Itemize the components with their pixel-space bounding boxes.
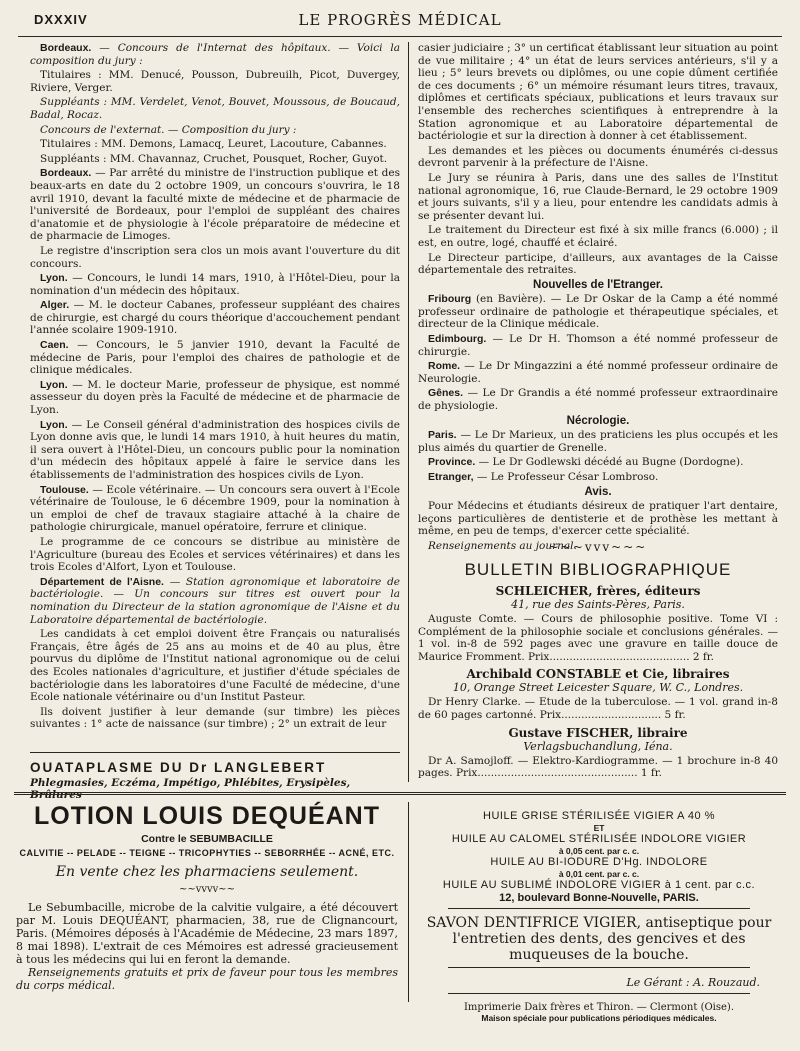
bulletin-bibliographique xyxy=(418,540,778,782)
ouata-rule xyxy=(30,752,400,753)
publisher-address: 10, Orange Street Leicester Square, W. C., Londres. xyxy=(452,681,744,695)
aisne-participe: Le Directeur participe, d'ailleurs, aux avantages de la Caisse départementale des retraites. xyxy=(418,251,778,277)
vigier-address: 12, boulevard Bonne-Nouvelle, PARIS. xyxy=(499,892,699,904)
header-rule xyxy=(18,36,782,37)
heading-necrologie: Nécrologie. xyxy=(566,414,630,427)
aisne-jury: Le Jury se réunira à Paris, dans une des salles de l'Institut national agronomique, 16, rue Claude-Bernard, le 29 octobre 1909 et jours suivants, s'il y a lieu, pour entendre les candidats admis à se présenter devant lui. xyxy=(418,171,778,222)
lotion-contre: Contre le SEBUMBACILLE xyxy=(141,833,273,845)
book-entry: Dr Henry Clarke. — Etude de la tuberculose. — 1 vol. grand in-8 de 60 pages cartonné. Prix.............................. 5 fr. xyxy=(418,696,778,721)
left-column xyxy=(30,42,400,733)
avis-text: Pour Médecins et étudiants désireux de pratiquer l'art dentaire, leçons particulières de dentisterie et de prothèse les mettant à même, en peu de temps, d'exercer cette spécialité. xyxy=(418,500,778,538)
news-bordeaux-internat: Bordeaux. — Concours de l'Internat des hôpitaux. — Voici la composition du jury : xyxy=(30,42,400,67)
vigier-line4: HUILE AU SUBLIMÉ INDOLORE VIGIER à 1 cent. par c.c. xyxy=(442,879,756,891)
savon-dentifrice: SAVON DENTIFRICE VIGIER, antiseptique pour l'entretien des dents, des gencives et des muqueuses de la bouche. xyxy=(426,915,772,963)
book-entry: Auguste Comte. — Cours de philosophie positive. Tome VI : Complément de la philosophie sociale et conclusions générales. — 1 vol. in-8 de 592 pages avec une gravure en taille douce de Maurice Fromment. Prix.......................................... 2 fr. xyxy=(418,613,778,663)
vigier-line1: HUILE GRISE STÉRILISÉE VIGIER A 40 % xyxy=(483,810,715,822)
news-caen: Caen. — Concours, le 5 janvier 1910, devant la Faculté de médecine de Paris, pour l'emploi des chaires de pathologie et de clinique médicales. xyxy=(30,339,400,377)
column-divider xyxy=(408,42,409,782)
necro-paris: Paris. — Le Dr Marieux, un des praticiens les plus occupés et les plus aimés du quartier de Grenelle. xyxy=(418,429,778,454)
vigier-line3: HUILE AU BI-IODURE D'Hg. INDOLORE xyxy=(490,856,708,868)
publisher-fischer: Gustave FISCHER, libraire xyxy=(508,725,688,740)
maison: Maison spéciale pour publications périodiques médicales. xyxy=(481,1013,717,1023)
news-bordeaux-arrete: Bordeaux. — Par arrêté du ministre de l'instruction publique et des beaux-arts en date du 2 octobre 1909, un concours s'ouvrira, le 18 avril 1910, devant la faculté mixte de médecine et de pharmacie de l'université de Bordeaux, pour l'emploi de suppléant des chaires d'anatomie et de physiologie à l'école préparatoire de médecine et de pharmacie de Limoges. xyxy=(30,167,400,243)
aisne-demandes: Les demandes et les pièces ou documents énumérés ci-dessus devront parvenir à la préfecture de l'Aisne. xyxy=(418,144,778,170)
ads-rule xyxy=(14,792,786,795)
avis-renseignements: Renseignements au journal. xyxy=(428,539,577,552)
ouataplasme-title: OUATAPLASME DU Dr LANGLEBERT xyxy=(30,760,327,775)
lotion-title: LOTION LOUIS DEQUÉANT xyxy=(34,802,380,830)
aisne-candidats: Les candidats à cet emploi doivent être Français ou naturalisés Français, être âgés de 25 ans au moins et de 40 au plus, être pourvus du diplôme de l'Institut national agronomique ou de celui des Ecoles nationales d'agriculture, et justifier d'étude spéciales de bactériologie dans les laboratoires d'une Faculté de médecine, d'une Ecole nationale vétérinaire ou d'un Institut Pasteur. xyxy=(30,628,400,704)
jury-titulaires-externat: Titulaires : MM. Demons, Lamacq, Leuret, Lacouture, Cabannes. xyxy=(40,138,387,151)
publisher-address: Verlagsbuchandlung, Iéna. xyxy=(523,739,673,753)
jury-titulaires: Titulaires : MM. Denucé, Pousson, Dubreuilh, Picot, Duvergey, Riviere, Verger. xyxy=(30,69,400,94)
news-lyon-marie: Lyon. — M. le docteur Marie, professeur de physique, est nommé assesseur du doyen près la Faculté de médecine et de pharmacie de Lyon. xyxy=(30,378,400,417)
lotion-diseases: CALVITIE -- PELADE -- TEIGNE -- TRICOPHYTIES -- SEBORRHÉE -- ACNÉ, ETC. xyxy=(19,848,395,858)
jury-suppleants-externat: Suppléants : MM. Chavannaz, Cruchet, Pousquet, Rocher, Guyot. xyxy=(40,152,388,165)
right-column xyxy=(418,42,778,555)
news-rome: Rome. — Le Dr Mingazzini a été nommé professeur ordinaire de Neurologie. xyxy=(418,360,778,385)
vigier-et: ET xyxy=(593,823,605,833)
heading-avis: Avis. xyxy=(584,485,612,498)
ornament: ~~~vvv~~~ xyxy=(548,540,648,554)
lotion-vente: En vente chez les pharmaciens seulement. xyxy=(55,864,359,880)
ornament: ~~vvvv~~ xyxy=(178,884,236,895)
aisne-traitement: Le traitement du Directeur est fixé à six mille francs (6.000) ; il est, en outre, logé, chauffé et éclairé. xyxy=(418,224,778,249)
lotion-dequeant-ad xyxy=(16,802,398,992)
news-toulouse: Toulouse. — Ecole vétérinaire. — Un concours sera ouvert à l'Ecole vétérinaire de Toulouse, le 6 décembre 1909, pour la nomination à un emploi de chef de travaux stagiaire attaché à la chaire de pathologie chirurgicale, manuel opératoire, ferrure et clinique. xyxy=(30,483,400,534)
vigier-ad xyxy=(418,810,780,1023)
page-header xyxy=(18,8,782,34)
book-entry: Dr A. Samojloff. — Elektro-Kardiogramme. — 1 brochure in-8 40 pages. Prix................................................ 1 fr. xyxy=(418,754,778,780)
journal-title: LE PROGRÈS MÉDICAL xyxy=(298,11,502,29)
heading-etranger: Nouvelles de l'Etranger. xyxy=(533,278,663,291)
news-edimbourg: Edimbourg. — Le Dr H. Thomson a été nommé professeur de chirurgie. xyxy=(418,333,778,358)
aisne-justifier: Ils doivent justifier à leur demande (sur timbre) les pièces suivantes : 1° acte de naissance (sur timbre) ; 2° un extrait de leur xyxy=(30,705,400,731)
aisne-continuation: casier judiciaire ; 3° un certificat établissant leur situation au point de vue militaire ; 4° un état de leurs services antérieurs, s'il y a lieu ; 5° leurs brevets ou diplômes, ou une copie dûment certifiée de ces documents ; 6° un mémoire résumant leurs titres, travaux, diplômes et certificats spéciaux, publications et leurs travaux sur l'ensemble des recherches scientifiques à entreprendre à la Station agronomique et au Laboratoire départemental de bactériologie et sur la direction à donner à cet établissement. xyxy=(418,42,778,143)
news-genes: Gênes. — Le Dr Grandis a été nommé professeur extraordinaire de physiologie. xyxy=(418,387,778,413)
divider xyxy=(448,993,750,994)
vigier-dose3: à 0,01 cent. par c. c. xyxy=(558,869,640,879)
news-aisne: Département de l'Aisne. — Station agronomique et laboratoire de bactériologie. — Un concours sur titres est ouvert pour la nomination du Directeur de la station agronomique de l'Aisne et du Laboratoire départemental de bactériologie. xyxy=(30,575,400,626)
imprimerie: Imprimerie Daix frères et Thiron. — Clermont (Oise). xyxy=(463,1002,734,1013)
lotion-text: Le Sebumbacille, microbe de la calvitie vulgaire, a été découvert par M. Louis DEQUÉANT, pharmacien, 38, rue de Clignancourt, Paris. (Mémoires déposés à l'Académie de Médecine, 23 mars 1897, 8 mai 1898). L'extrait de ces Mémoires est adressé gracieusement à tous les médecins qui lui en feront la demande. xyxy=(16,901,398,966)
page-number: DXXXIV xyxy=(34,12,88,27)
jury-suppleants: Suppléants : MM. Verdelet, Venot, Bouvet, Moussous, de Boucaud, Badal, Rocaz. xyxy=(30,96,400,121)
ouataplasme-subtitle: Phlegmasies, Eczéma, Impétigo, Phlébites, Erysipèles, Brûlures xyxy=(30,777,351,801)
divider xyxy=(448,908,750,909)
news-fribourg: Fribourg (en Bavière). — Le Dr Oskar de la Camp a été nommé professeur ordinaire de pathologie et thérapeutique spéciales, et directeur de la Clinique médicale. xyxy=(418,293,779,331)
vigier-dose2: à 0,05 cent. par c. c. xyxy=(558,846,640,856)
bulletin-title: BULLETIN BIBLIOGRAPHIQUE xyxy=(464,560,732,579)
necro-etranger: Etranger, — Le Professeur César Lombroso. xyxy=(428,471,659,483)
lotion-renseignements: Renseignements gratuits et prix de faveur pour tous les membres du corps médical. xyxy=(16,966,398,992)
publisher-constable: Archibald CONSTABLE et Cie, libraires xyxy=(466,667,730,682)
concours-externat: Concours de l'externat. — Composition du jury : xyxy=(40,123,297,136)
vigier-line2: HUILE AU CALOMEL STÉRILISÉE INDOLORE VIGIER xyxy=(451,833,747,845)
news-lyon-concours: Lyon. — Concours, le lundi 14 mars, 1910, à l'Hôtel-Dieu, pour la nomination d'un médecin des hôpitaux. xyxy=(30,272,400,297)
news-lyon-conseil: Lyon. — Le Conseil général d'administration des hospices civils de Lyon donne avis que, le lundi 14 mars 1910, à huit heures du matin, il sera ouvert à l'Hôtel-Dieu, un concours public pour la nomination d'un médecin des hôpitaux appelé à faire le service dans les établissements de l'administration des hospices civils de Lyon. xyxy=(30,418,400,481)
divider xyxy=(448,967,750,968)
publisher-schleicher: SCHLEICHER, frères, éditeurs xyxy=(495,584,701,598)
news-alger: Alger. — M. le docteur Cabanes, professeur suppléant des chaires de chirurgie, est chargé du cours théorique d'accouchement pendant l'année scolaire 1909-1910. xyxy=(30,299,401,337)
toulouse-programme: Le programme de ce concours se distribue au ministère de l'Agriculture (bureau des Ecoles et services vétérinaires) et dans les trois Ecoles d'Alfort, Lyon et Toulouse. xyxy=(30,535,400,574)
publisher-address: 41, rue des Saints-Pères, Paris. xyxy=(511,598,685,611)
registre-inscription: Le registre d'inscription sera clos un mois avant l'ouverture du dit concours. xyxy=(30,244,400,270)
gerant: Le Gérant : A. Rouzaud. xyxy=(626,976,760,989)
necro-province: Province. — Le Dr Godlewski décédé au Bugne (Dordogne). xyxy=(428,456,744,469)
ads-divider xyxy=(408,802,409,1002)
